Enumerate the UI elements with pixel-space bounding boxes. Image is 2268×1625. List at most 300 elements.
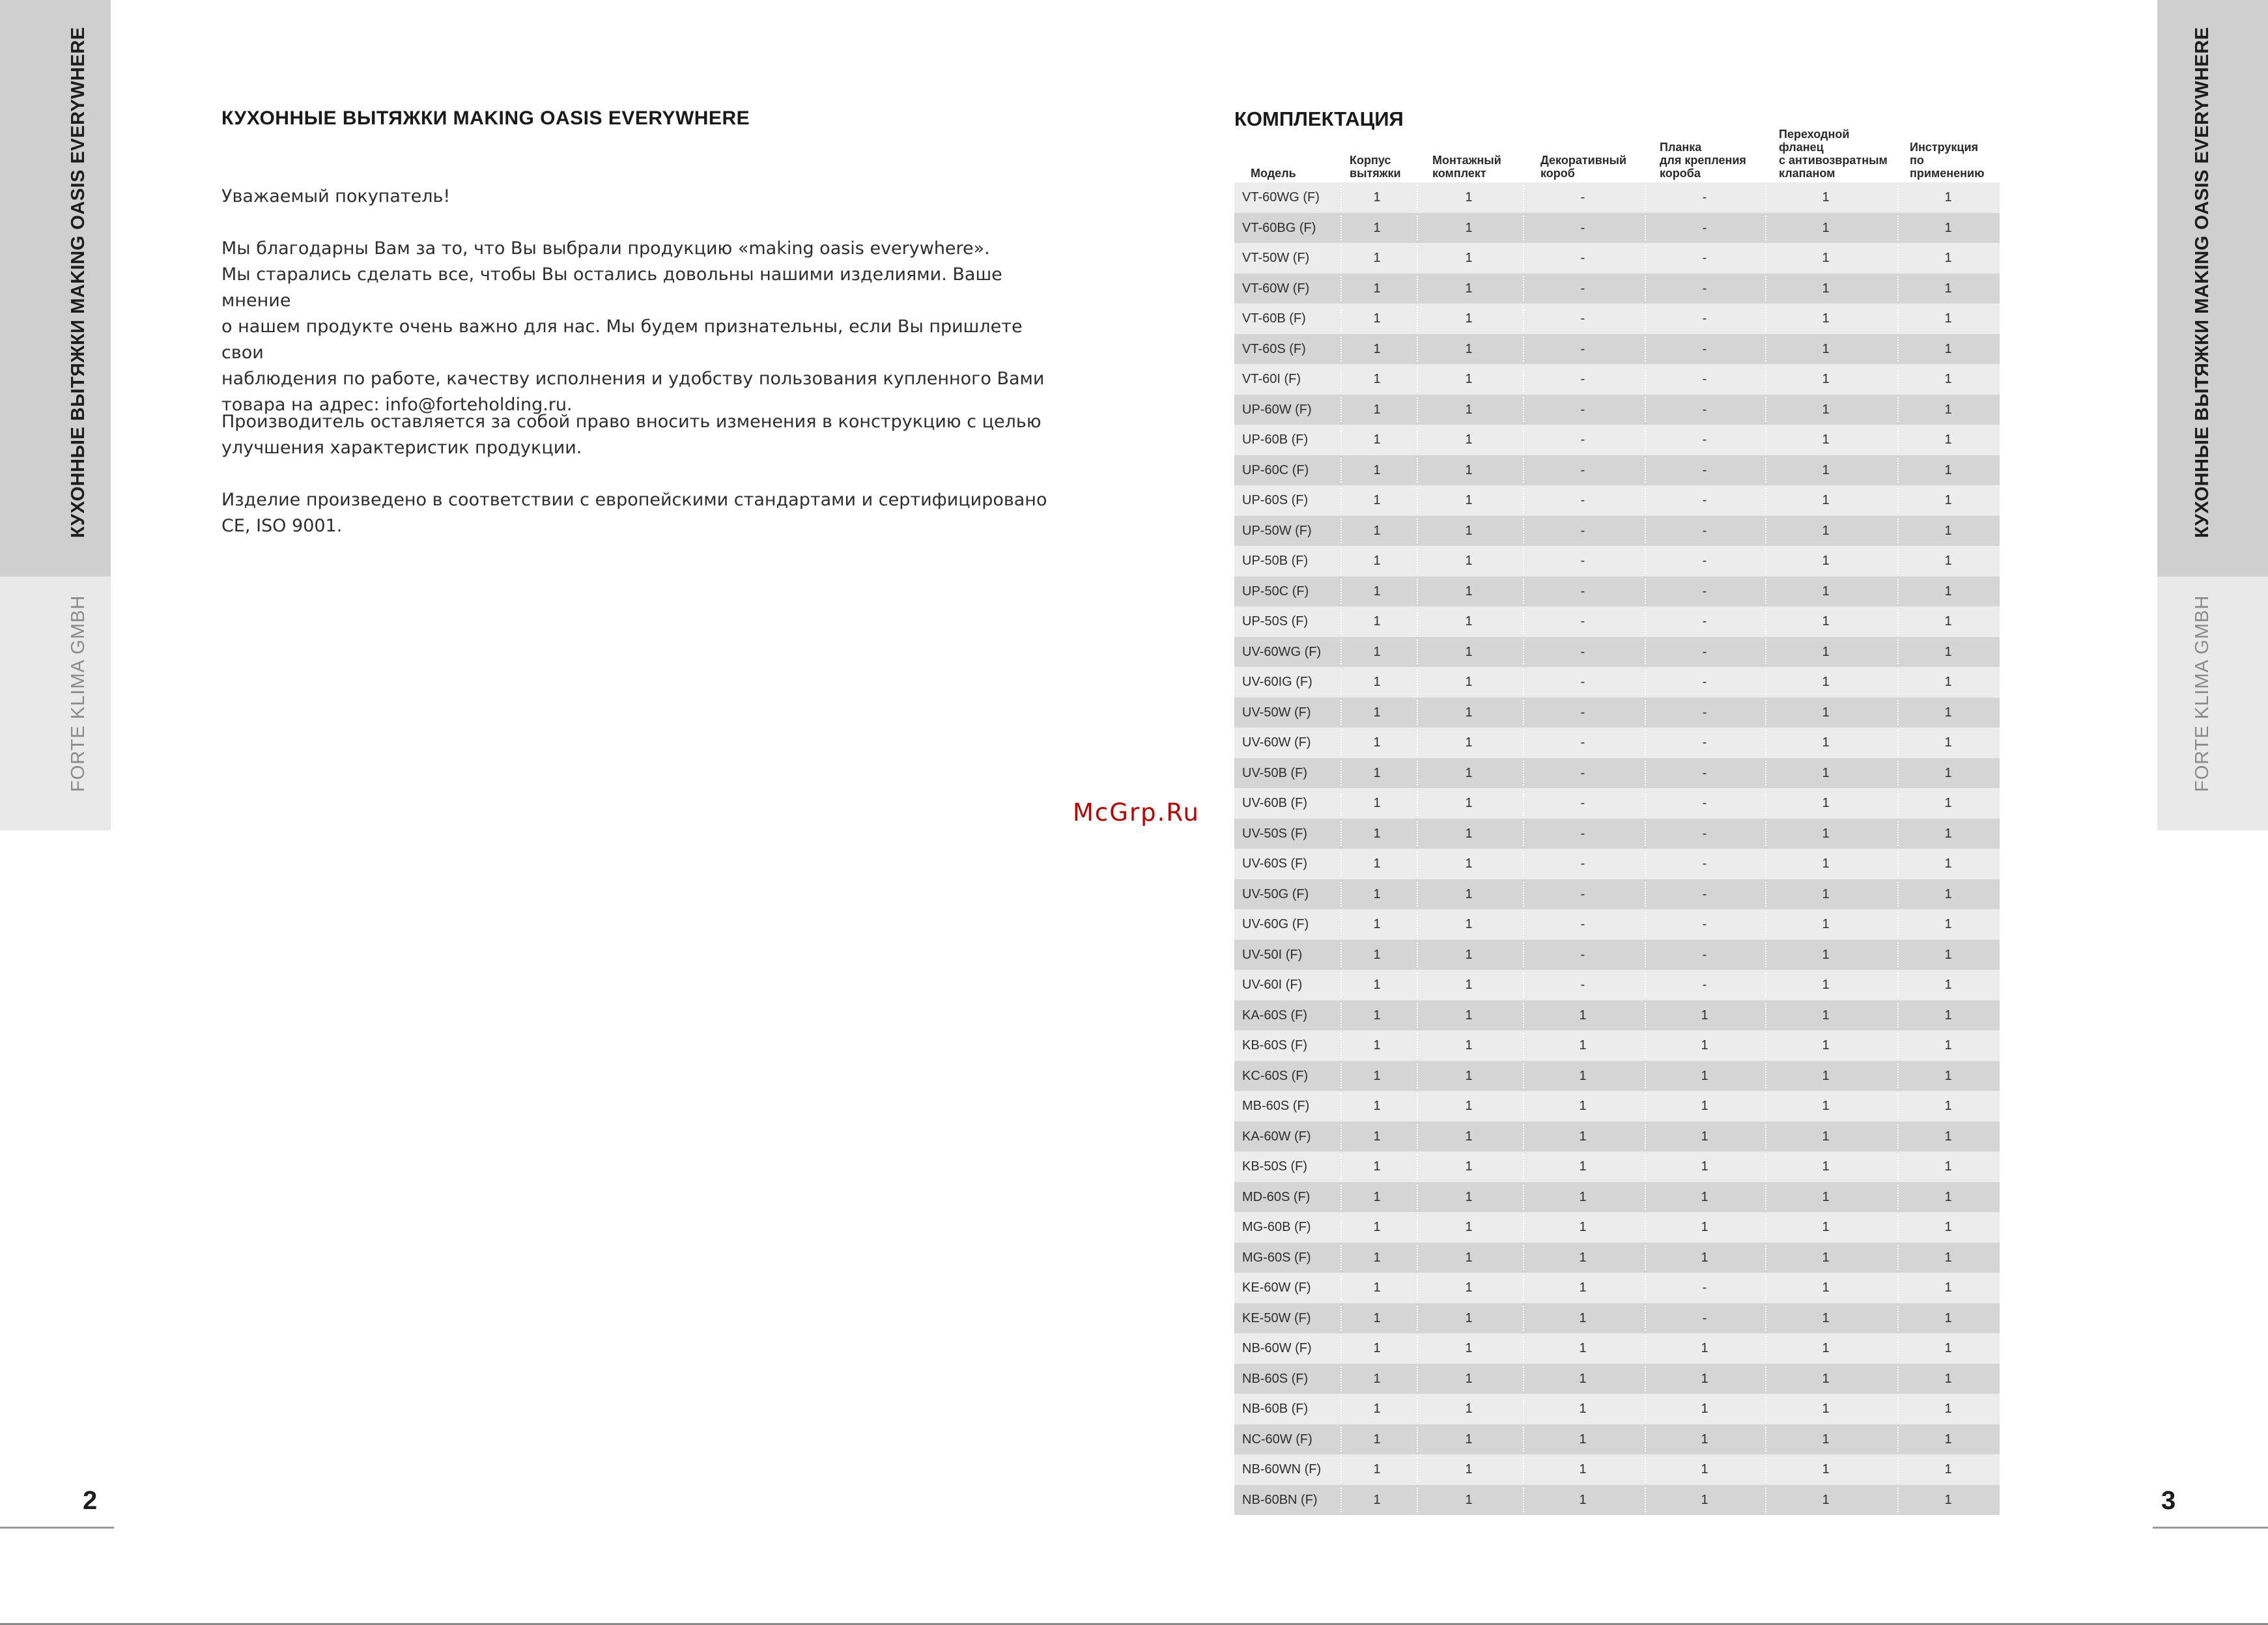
cell-decorative-box: - [1580, 705, 1585, 720]
cell-model: UP-60W (F) [1242, 402, 1312, 417]
column-separator [1340, 1094, 1342, 1119]
column-separator [1645, 761, 1646, 786]
cell-box-strip: - [1702, 341, 1707, 356]
column-separator [1417, 1003, 1418, 1028]
column-separator [1645, 1457, 1646, 1482]
cell-instruction: 1 [1944, 341, 1952, 356]
cell-instruction: 1 [1944, 1280, 1952, 1295]
column-separator [1523, 791, 1524, 816]
cell-instruction: 1 [1944, 1250, 1952, 1265]
cell-adapter-flange: 1 [1822, 765, 1830, 780]
table-row [1234, 1212, 2000, 1243]
cell-box-strip: - [1702, 796, 1707, 810]
left-page-title: КУХОННЫЕ ВЫТЯЖКИ MAKING OASIS EVERYWHERE [221, 107, 750, 129]
cell-model: KB-50S (F) [1242, 1159, 1308, 1174]
cell-mounting-kit: 1 [1465, 523, 1473, 538]
cell-decorative-box: 1 [1579, 1402, 1587, 1416]
column-separator [1897, 1275, 1899, 1301]
column-separator [1645, 1366, 1646, 1392]
certification-line-2: CE, ISO 9001. [221, 516, 343, 536]
column-separator [1897, 548, 1899, 574]
cell-adapter-flange: 1 [1822, 523, 1830, 538]
cell-box-strip: - [1702, 554, 1707, 568]
cell-adapter-flange: 1 [1822, 190, 1830, 205]
cell-decorative-box: - [1580, 644, 1585, 659]
cell-instruction: 1 [1944, 1129, 1952, 1144]
cell-adapter-flange: 1 [1822, 1099, 1830, 1113]
cell-mounting-kit: 1 [1465, 1220, 1473, 1234]
column-separator [1645, 337, 1646, 362]
cell-housing: 1 [1373, 675, 1381, 689]
cell-instruction: 1 [1944, 584, 1952, 599]
cell-instruction: 1 [1944, 1492, 1952, 1507]
column-separator [1897, 397, 1899, 423]
cell-decorative-box: - [1580, 765, 1585, 780]
cell-housing: 1 [1373, 1008, 1381, 1023]
cell-instruction: 1 [1944, 1402, 1952, 1416]
right-sidebar-company: FORTE KLIMA GMBH [2192, 595, 2213, 792]
column-separator [1523, 488, 1524, 513]
cell-decorative-box: 1 [1579, 1310, 1587, 1325]
cell-mounting-kit: 1 [1465, 614, 1473, 629]
cell-mounting-kit: 1 [1465, 1129, 1473, 1144]
cell-instruction: 1 [1944, 765, 1952, 780]
column-separator [1645, 1185, 1646, 1210]
cell-box-strip: 1 [1701, 1068, 1708, 1083]
column-separator [1645, 579, 1646, 604]
column-separator [1897, 518, 1899, 544]
column-separator [1645, 912, 1646, 937]
cell-model: VT-60W (F) [1242, 281, 1310, 296]
right-sidebar-title: КУХОННЫЕ ВЫТЯЖКИ MAKING OASIS EVERYWHERE [2192, 27, 2213, 538]
cell-mounting-kit: 1 [1465, 1462, 1473, 1477]
cell-instruction: 1 [1944, 372, 1952, 386]
cell-housing: 1 [1373, 1432, 1381, 1447]
column-separator [1645, 1336, 1646, 1361]
cell-mounting-kit: 1 [1465, 796, 1473, 810]
cell-adapter-flange: 1 [1822, 251, 1830, 265]
table-row [1234, 1454, 2000, 1485]
cell-model: NB-60B (F) [1242, 1402, 1309, 1416]
column-separator [1897, 276, 1899, 302]
cell-box-strip: - [1702, 735, 1707, 750]
column-separator [1765, 1215, 1766, 1240]
column-separator [1765, 1306, 1766, 1331]
cell-adapter-flange: 1 [1822, 917, 1830, 931]
column-separator [1897, 882, 1899, 907]
column-separator [1765, 1064, 1766, 1089]
column-separator [1897, 1215, 1899, 1240]
column-separator [1523, 367, 1524, 392]
column-separator [1523, 1488, 1524, 1513]
cell-adapter-flange: 1 [1822, 978, 1830, 992]
cell-housing: 1 [1373, 614, 1381, 629]
table-row [1234, 1394, 2000, 1424]
column-separator [1645, 1306, 1646, 1331]
cell-model: UV-60G (F) [1242, 917, 1309, 931]
cell-model: UV-50S (F) [1242, 826, 1308, 841]
column-separator [1523, 1245, 1524, 1271]
cell-decorative-box: - [1580, 281, 1585, 296]
cell-adapter-flange: 1 [1822, 614, 1830, 629]
column-separator [1645, 1275, 1646, 1301]
column-separator [1645, 276, 1646, 302]
page-number-right-rule [2153, 1527, 2268, 1529]
table-row [1234, 485, 2000, 516]
column-separator [1523, 458, 1524, 483]
table-row [1234, 1243, 2000, 1273]
cell-housing: 1 [1373, 705, 1381, 720]
cell-mounting-kit: 1 [1465, 644, 1473, 659]
column-separator [1417, 337, 1418, 362]
column-separator [1417, 1064, 1418, 1089]
column-separator [1417, 609, 1418, 634]
cell-mounting-kit: 1 [1465, 1008, 1473, 1023]
cell-adapter-flange: 1 [1822, 372, 1830, 386]
column-separator [1765, 246, 1766, 271]
table-row [1234, 243, 2000, 274]
column-separator [1897, 367, 1899, 392]
column-separator [1417, 216, 1418, 241]
column-separator [1340, 1033, 1342, 1058]
cell-box-strip: 1 [1701, 1159, 1708, 1174]
table-row [1234, 698, 2000, 728]
table-row [1234, 728, 2000, 758]
cell-instruction: 1 [1944, 1159, 1952, 1174]
column-separator [1765, 1185, 1766, 1210]
column-separator [1897, 427, 1899, 453]
column-separator [1765, 185, 1766, 210]
cell-box-strip: 1 [1701, 1008, 1708, 1023]
column-separator [1523, 882, 1524, 907]
cell-housing: 1 [1373, 978, 1381, 992]
cell-instruction: 1 [1944, 220, 1952, 235]
cell-instruction: 1 [1944, 554, 1952, 568]
column-separator [1340, 972, 1342, 998]
cell-decorative-box: 1 [1579, 1250, 1587, 1265]
cell-decorative-box: - [1580, 523, 1585, 538]
column-separator [1765, 579, 1766, 604]
cell-decorative-box: - [1580, 978, 1585, 992]
table-row [1234, 516, 2000, 546]
column-separator [1765, 1245, 1766, 1271]
column-separator [1523, 1275, 1524, 1301]
cell-instruction: 1 [1944, 644, 1952, 659]
cell-model: MB-60S (F) [1242, 1099, 1310, 1113]
cell-box-strip: 1 [1701, 1038, 1708, 1053]
cell-mounting-kit: 1 [1465, 917, 1473, 931]
column-separator [1765, 548, 1766, 574]
column-separator [1417, 1488, 1418, 1513]
column-separator [1897, 1457, 1899, 1482]
column-separator [1340, 821, 1342, 847]
column-separator [1645, 730, 1646, 756]
column-separator [1523, 427, 1524, 453]
cell-adapter-flange: 1 [1822, 947, 1830, 962]
table-row [1234, 182, 2000, 213]
left-sidebar-title: КУХОННЫЕ ВЫТЯЖКИ MAKING OASIS EVERYWHERE [68, 27, 89, 538]
page-number-left-rule [0, 1527, 114, 1529]
column-separator [1523, 276, 1524, 302]
cell-model: VT-60WG (F) [1242, 190, 1320, 205]
cell-adapter-flange: 1 [1822, 1008, 1830, 1023]
column-separator [1417, 1366, 1418, 1392]
column-separator [1765, 1396, 1766, 1422]
cell-adapter-flange: 1 [1822, 584, 1830, 599]
cell-adapter-flange: 1 [1822, 462, 1830, 477]
cell-model: UV-60W (F) [1242, 735, 1311, 750]
cell-housing: 1 [1373, 554, 1381, 568]
column-separator [1523, 185, 1524, 210]
table-row [1234, 395, 2000, 425]
cell-housing: 1 [1373, 1068, 1381, 1083]
column-separator [1645, 216, 1646, 241]
cell-housing: 1 [1373, 281, 1381, 296]
cell-decorative-box: 1 [1579, 1371, 1587, 1386]
cell-model: UP-50B (F) [1242, 554, 1309, 568]
column-separator [1523, 548, 1524, 574]
cell-adapter-flange: 1 [1822, 735, 1830, 750]
column-separator [1897, 488, 1899, 513]
cell-mounting-kit: 1 [1465, 1038, 1473, 1053]
header-decorative-box: Декоративный короб [1540, 154, 1627, 180]
cell-mounting-kit: 1 [1465, 1250, 1473, 1265]
column-separator [1523, 1457, 1524, 1482]
table-row [1234, 1091, 2000, 1122]
cell-housing: 1 [1373, 523, 1381, 538]
cell-model: UV-50W (F) [1242, 705, 1311, 720]
column-separator [1897, 700, 1899, 726]
cell-adapter-flange: 1 [1822, 311, 1830, 326]
header-model: Модель [1251, 167, 1296, 180]
column-separator [1897, 1124, 1899, 1150]
column-separator [1765, 670, 1766, 695]
column-separator [1417, 942, 1418, 968]
cell-instruction: 1 [1944, 1310, 1952, 1325]
cell-box-strip: - [1702, 220, 1707, 235]
cell-box-strip: - [1702, 978, 1707, 992]
cell-model: UV-60WG (F) [1242, 644, 1322, 659]
table-row [1234, 1182, 2000, 1213]
cell-mounting-kit: 1 [1465, 190, 1473, 205]
cell-instruction: 1 [1944, 947, 1952, 962]
header-box-strip: Планка для крепления короба [1660, 141, 1746, 180]
cell-model: NB-60W (F) [1242, 1341, 1312, 1355]
cell-housing: 1 [1373, 432, 1381, 447]
cell-box-strip: 1 [1701, 1432, 1708, 1447]
cell-box-strip: 1 [1701, 1099, 1708, 1113]
column-separator [1645, 942, 1646, 968]
cell-model: VT-60S (F) [1242, 341, 1306, 356]
column-separator [1645, 791, 1646, 816]
cell-instruction: 1 [1944, 1008, 1952, 1023]
column-separator [1765, 1275, 1766, 1301]
cell-mounting-kit: 1 [1465, 1341, 1473, 1355]
cell-adapter-flange: 1 [1822, 1068, 1830, 1083]
manufacturer-line-2: улучшения характеристик продукции. [221, 438, 582, 458]
cell-instruction: 1 [1944, 1341, 1952, 1355]
cell-box-strip: 1 [1701, 1492, 1708, 1507]
table-row [1234, 1485, 2000, 1516]
cell-box-strip: 1 [1701, 1220, 1708, 1234]
cell-decorative-box: 1 [1579, 1159, 1587, 1174]
column-separator [1897, 579, 1899, 604]
table-row [1234, 788, 2000, 819]
column-separator [1645, 851, 1646, 877]
column-separator [1523, 700, 1524, 726]
right-sidebar-company-band [2157, 576, 2268, 830]
column-separator [1765, 640, 1766, 665]
cell-model: MG-60S (F) [1242, 1250, 1311, 1265]
column-separator [1645, 609, 1646, 634]
column-separator [1523, 1124, 1524, 1150]
cell-housing: 1 [1373, 251, 1381, 265]
cell-housing: 1 [1373, 1462, 1381, 1477]
cell-box-strip: - [1702, 523, 1707, 538]
column-separator [1523, 579, 1524, 604]
page-number-right: 3 [2161, 1486, 2176, 1515]
cell-adapter-flange: 1 [1822, 705, 1830, 720]
cell-decorative-box: 1 [1579, 1189, 1587, 1204]
cell-housing: 1 [1373, 1129, 1381, 1144]
cell-model: NB-60S (F) [1242, 1371, 1309, 1386]
table-row [1234, 1273, 2000, 1303]
cell-box-strip: 1 [1701, 1189, 1708, 1204]
column-separator [1765, 1366, 1766, 1392]
cell-mounting-kit: 1 [1465, 1189, 1473, 1204]
column-separator [1765, 518, 1766, 544]
cell-instruction: 1 [1944, 462, 1952, 477]
column-separator [1523, 1215, 1524, 1240]
cell-instruction: 1 [1944, 614, 1952, 629]
column-separator [1417, 1033, 1418, 1058]
column-separator [1897, 1488, 1899, 1513]
table-row [1234, 1424, 2000, 1455]
cell-box-strip: - [1702, 372, 1707, 386]
cell-model: MD-60S (F) [1242, 1189, 1311, 1204]
column-separator [1645, 640, 1646, 665]
column-separator [1523, 1064, 1524, 1089]
cell-housing: 1 [1373, 796, 1381, 810]
table-row [1234, 1303, 2000, 1334]
column-separator [1340, 427, 1342, 453]
cell-model: KE-60W (F) [1242, 1280, 1311, 1295]
cell-mounting-kit: 1 [1465, 554, 1473, 568]
column-separator [1340, 912, 1342, 937]
cell-instruction: 1 [1944, 796, 1952, 810]
cell-mounting-kit: 1 [1465, 402, 1473, 417]
column-separator [1645, 1003, 1646, 1028]
cell-decorative-box: - [1580, 675, 1585, 689]
column-separator [1417, 851, 1418, 877]
column-separator [1417, 1094, 1418, 1119]
cell-housing: 1 [1373, 311, 1381, 326]
column-separator [1340, 640, 1342, 665]
cell-adapter-flange: 1 [1822, 1159, 1830, 1174]
cell-decorative-box: - [1580, 251, 1585, 265]
cell-decorative-box: 1 [1579, 1462, 1587, 1477]
column-separator [1897, 1094, 1899, 1119]
cell-instruction: 1 [1944, 493, 1952, 507]
cell-housing: 1 [1373, 917, 1381, 931]
column-separator [1897, 640, 1899, 665]
cell-instruction: 1 [1944, 1462, 1952, 1477]
greeting: Уважаемый покупатель! [221, 186, 451, 206]
cell-model: UV-60I (F) [1242, 978, 1303, 992]
column-separator [1523, 1427, 1524, 1452]
cell-housing: 1 [1373, 372, 1381, 386]
cell-box-strip: - [1702, 493, 1707, 507]
cell-box-strip: - [1702, 644, 1707, 659]
column-separator [1765, 700, 1766, 726]
cell-mounting-kit: 1 [1465, 978, 1473, 992]
cell-adapter-flange: 1 [1822, 796, 1830, 810]
column-separator [1523, 1003, 1524, 1028]
column-separator [1523, 1185, 1524, 1210]
column-separator [1340, 942, 1342, 968]
cell-decorative-box: 1 [1579, 1280, 1587, 1295]
column-separator [1417, 1154, 1418, 1180]
cell-mounting-kit: 1 [1465, 1068, 1473, 1083]
column-separator [1523, 1094, 1524, 1119]
column-separator [1765, 791, 1766, 816]
column-separator [1897, 730, 1899, 756]
column-separator [1897, 1396, 1899, 1422]
cell-decorative-box: - [1580, 856, 1585, 871]
column-separator [1765, 1427, 1766, 1452]
column-separator [1645, 367, 1646, 392]
column-separator [1897, 761, 1899, 786]
column-separator [1645, 1396, 1646, 1422]
column-separator [1523, 216, 1524, 241]
cell-box-strip: 1 [1701, 1250, 1708, 1265]
column-separator [1645, 1215, 1646, 1240]
column-separator [1645, 397, 1646, 423]
column-separator [1523, 912, 1524, 937]
cell-instruction: 1 [1944, 1432, 1952, 1447]
column-separator [1340, 216, 1342, 241]
column-separator [1897, 1033, 1899, 1058]
column-separator [1340, 1215, 1342, 1240]
cell-decorative-box: - [1580, 341, 1585, 356]
cell-housing: 1 [1373, 1220, 1381, 1234]
column-separator [1897, 246, 1899, 271]
column-separator [1340, 579, 1342, 604]
cell-decorative-box: 1 [1579, 1220, 1587, 1234]
header-adapter-flange: Переходной фланец с антивозвратным клапаном [1779, 128, 1888, 180]
cell-adapter-flange: 1 [1822, 493, 1830, 507]
column-separator [1765, 972, 1766, 998]
cell-housing: 1 [1373, 1492, 1381, 1507]
cell-box-strip: 1 [1701, 1371, 1708, 1386]
column-separator [1340, 609, 1342, 634]
cell-model: UV-50B (F) [1242, 765, 1308, 780]
cell-adapter-flange: 1 [1822, 281, 1830, 296]
column-separator [1645, 670, 1646, 695]
column-separator [1340, 548, 1342, 574]
cell-model: UP-50W (F) [1242, 523, 1312, 538]
cell-decorative-box: - [1580, 735, 1585, 750]
table-row [1234, 425, 2000, 455]
cell-decorative-box: - [1580, 372, 1585, 386]
column-separator [1645, 1245, 1646, 1271]
cell-instruction: 1 [1944, 1371, 1952, 1386]
column-separator [1645, 1033, 1646, 1058]
cell-housing: 1 [1373, 493, 1381, 507]
column-separator [1897, 1427, 1899, 1452]
column-separator [1340, 1457, 1342, 1482]
cell-decorative-box: 1 [1579, 1038, 1587, 1053]
